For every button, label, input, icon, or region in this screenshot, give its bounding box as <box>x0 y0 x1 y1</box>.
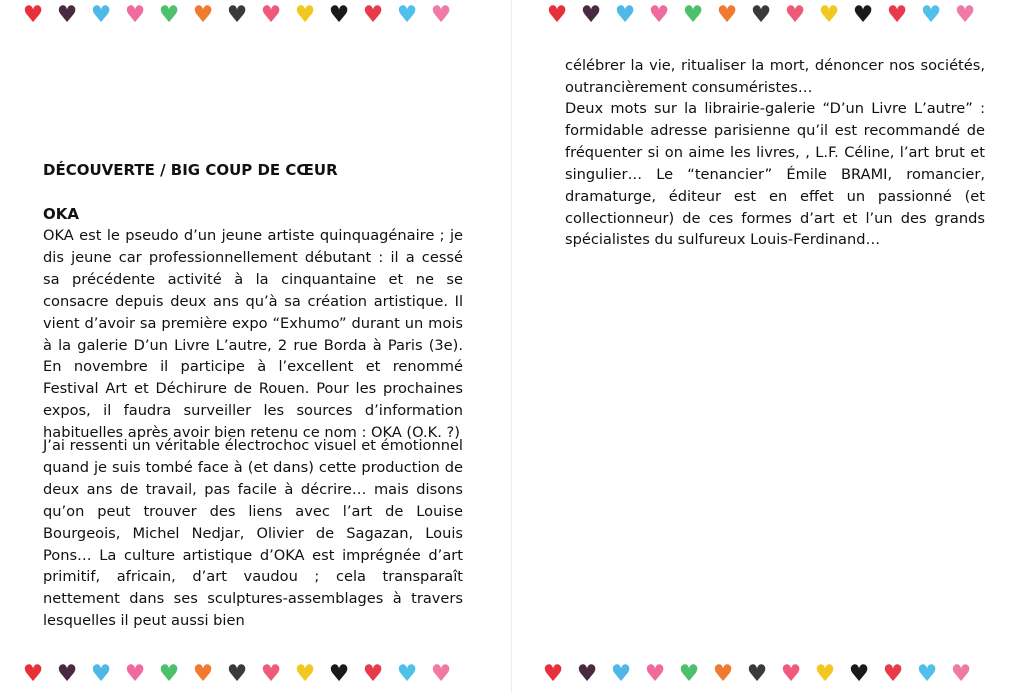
left-paragraph-1-text: OKA est le pseudo d’un jeune artiste quinquagénaire ; je dis jeune car professionnellement débutant : il a cessé sa précédente activité à la cinquantaine et ne se consacre depuis deux ans qu’à sa création artistique. Il vient d’avoir sa première expo “Exhumo” durant un mois à la galerie D’un Livre L’autre, 2 rue Borda à Paris (3e). En novembre il participe à l’excellent et renommé Festival Art et Déchirure de Rouen. Pour les prochaines expos, il faudra surveiller les sources d’information habituelles après avoir bien retenu ce nom : OKA (O.K. ?) <box>43 227 463 442</box>
heart-icon: ♥ <box>22 2 44 28</box>
heart-icon: ♥ <box>818 2 840 28</box>
heart-icon: ♥ <box>294 2 316 28</box>
heart-icon: ♥ <box>644 661 666 687</box>
heart-icon: ♥ <box>124 661 146 687</box>
heart-icon: ♥ <box>158 2 180 28</box>
heart-icon: ♥ <box>682 2 704 28</box>
heart-icon: ♥ <box>260 661 282 687</box>
artist-heading: OKA <box>43 205 79 223</box>
right-paragraph-1 <box>565 55 985 99</box>
heart-icon: ♥ <box>610 661 632 687</box>
heart-icon: ♥ <box>916 661 938 687</box>
heart-icon: ♥ <box>362 661 384 687</box>
right-paragraph-2-text: Deux mots sur la librairie-galerie “D’un Livre L’autre” : formidable adresse parisienne qu’il est recommandé de fréquenter si on aime les livres, , L.F. Céline, l’art brut et singulier… Le “tenancier” Émile BRAMI, romancier, dramaturge, éditeur est en effet un passionné (et collectionneur) de ces formes d’art et l’un des grands spécialistes du sulfureux Louis-Ferdinand… <box>565 100 985 249</box>
heart-icon: ♥ <box>852 2 874 28</box>
heart-icon: ♥ <box>56 2 78 28</box>
bottom-heart-border-right <box>536 661 978 687</box>
heart-icon: ♥ <box>780 661 802 687</box>
heart-icon: ♥ <box>746 661 768 687</box>
heart-icon: ♥ <box>886 2 908 28</box>
heart-icon: ♥ <box>716 2 738 28</box>
heart-icon: ♥ <box>90 661 112 687</box>
heart-icon: ♥ <box>614 2 636 28</box>
heart-icon: ♥ <box>542 661 564 687</box>
right-paragraph-1-text: célébrer la vie, ritualiser la mort, dénoncer nos sociétés, outrancièrement consuméristes… <box>565 57 985 96</box>
heart-icon: ♥ <box>22 661 44 687</box>
heart-icon: ♥ <box>226 661 248 687</box>
heart-icon: ♥ <box>750 2 772 28</box>
heart-icon: ♥ <box>954 2 976 28</box>
bottom-heart-border-left <box>16 661 458 687</box>
heart-icon: ♥ <box>576 661 598 687</box>
heart-icon: ♥ <box>814 661 836 687</box>
heart-icon: ♥ <box>328 661 350 687</box>
heart-icon: ♥ <box>56 661 78 687</box>
section-title: DÉCOUVERTE / BIG COUP DE CŒUR <box>43 161 338 179</box>
heart-icon: ♥ <box>192 661 214 687</box>
heart-icon: ♥ <box>430 661 452 687</box>
left-paragraph-1 <box>43 225 463 444</box>
heart-icon: ♥ <box>90 2 112 28</box>
heart-icon: ♥ <box>260 2 282 28</box>
heart-icon: ♥ <box>950 661 972 687</box>
heart-icon: ♥ <box>362 2 384 28</box>
heart-icon: ♥ <box>328 2 350 28</box>
heart-icon: ♥ <box>848 661 870 687</box>
heart-icon: ♥ <box>648 2 670 28</box>
heart-icon: ♥ <box>294 661 316 687</box>
heart-icon: ♥ <box>712 661 734 687</box>
right-paragraph-2 <box>565 98 985 251</box>
heart-icon: ♥ <box>784 2 806 28</box>
heart-icon: ♥ <box>678 661 700 687</box>
top-heart-border-right <box>540 2 982 28</box>
heart-icon: ♥ <box>920 2 942 28</box>
heart-icon: ♥ <box>546 2 568 28</box>
heart-icon: ♥ <box>158 661 180 687</box>
heart-icon: ♥ <box>396 661 418 687</box>
heart-icon: ♥ <box>396 2 418 28</box>
left-paragraph-2-text: J’ai ressenti un véritable électrochoc visuel et émotionnel quand je suis tombé face à (et dans) cette production de deux ans de travail, pas facile à décrire… mais disons qu’on peut trouver des liens avec l’art de Louise Bourgeois, Michel Nedjar, Olivier de Sagazan, Louis Pons… La culture artistique d’OKA est imprégnée d’art primitif, africain, d’art vaudou ; cela transparaît nettement dans ses sculptures-assemblages à travers lesquelles il peut aussi bien <box>43 437 463 630</box>
heart-icon: ♥ <box>580 2 602 28</box>
heart-icon: ♥ <box>124 2 146 28</box>
heart-icon: ♥ <box>430 2 452 28</box>
left-paragraph-2 <box>43 435 463 632</box>
top-heart-border-left <box>16 2 458 28</box>
heart-icon: ♥ <box>192 2 214 28</box>
heart-icon: ♥ <box>226 2 248 28</box>
heart-icon: ♥ <box>882 661 904 687</box>
